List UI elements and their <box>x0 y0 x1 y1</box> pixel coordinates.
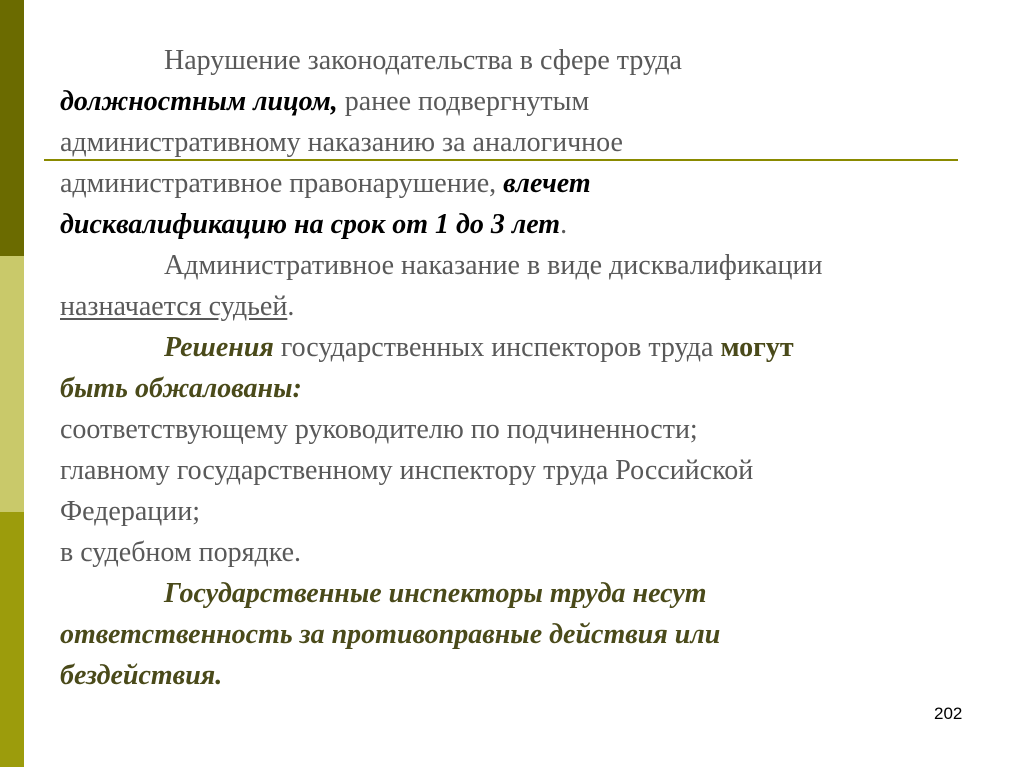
side-bar-middle <box>0 256 24 512</box>
slide-body <box>60 40 960 696</box>
p1-line-2-rest: ранее подвергнутым <box>337 86 590 117</box>
p4-line-3: бездействия. <box>60 660 223 691</box>
appeal-item-1: соответствующему руководителю по подчиненности; <box>60 414 698 445</box>
p3-line-1 <box>60 327 960 368</box>
p1-line-1: Нарушение законодательства в сфере труда <box>164 45 682 76</box>
side-bar-bottom <box>0 512 24 767</box>
p1-line-4 <box>60 163 960 204</box>
appeal-item-2-line-1: главному государственному инспектору труда Российской <box>60 455 754 486</box>
p3-line-2 <box>60 368 960 409</box>
official-emphasis: должностным лицом, <box>60 86 338 117</box>
appealed-emphasis: быть обжалованы: <box>60 373 302 404</box>
entails-emphasis: влечет <box>503 168 591 199</box>
may-emphasis: могут <box>720 332 794 363</box>
judge-underlined: назначается судьей <box>60 291 288 322</box>
p3-line-1-mid: государственных инспекторов труда <box>273 332 721 363</box>
p1-line-5-tail: . <box>560 209 568 240</box>
p1-line-4-plain: административное правонарушение, <box>60 168 504 199</box>
p2-line-2 <box>60 286 960 327</box>
disqualification-emphasis: дисквалификацию на срок от 1 до 3 лет <box>60 209 561 240</box>
side-bar-top <box>0 0 24 256</box>
p1-line-3: административному наказанию за аналогичное <box>60 127 623 158</box>
p2-line-2-tail: . <box>287 291 295 322</box>
p1-line-5 <box>60 204 960 245</box>
appeal-item-3: в судебном порядке. <box>60 537 302 568</box>
page-number: 202 <box>934 704 963 723</box>
decisions-emphasis: Решения <box>164 332 274 363</box>
p4-line-1: Государственные инспекторы труда несут <box>164 578 707 609</box>
p2-line-1: Административное наказание в виде дисквалификации <box>164 250 823 281</box>
p4-line-2: ответственность за противоправные действия или <box>60 619 721 650</box>
p1-line-2 <box>60 81 960 122</box>
appeal-item-2-line-2: Федерации; <box>60 496 201 527</box>
